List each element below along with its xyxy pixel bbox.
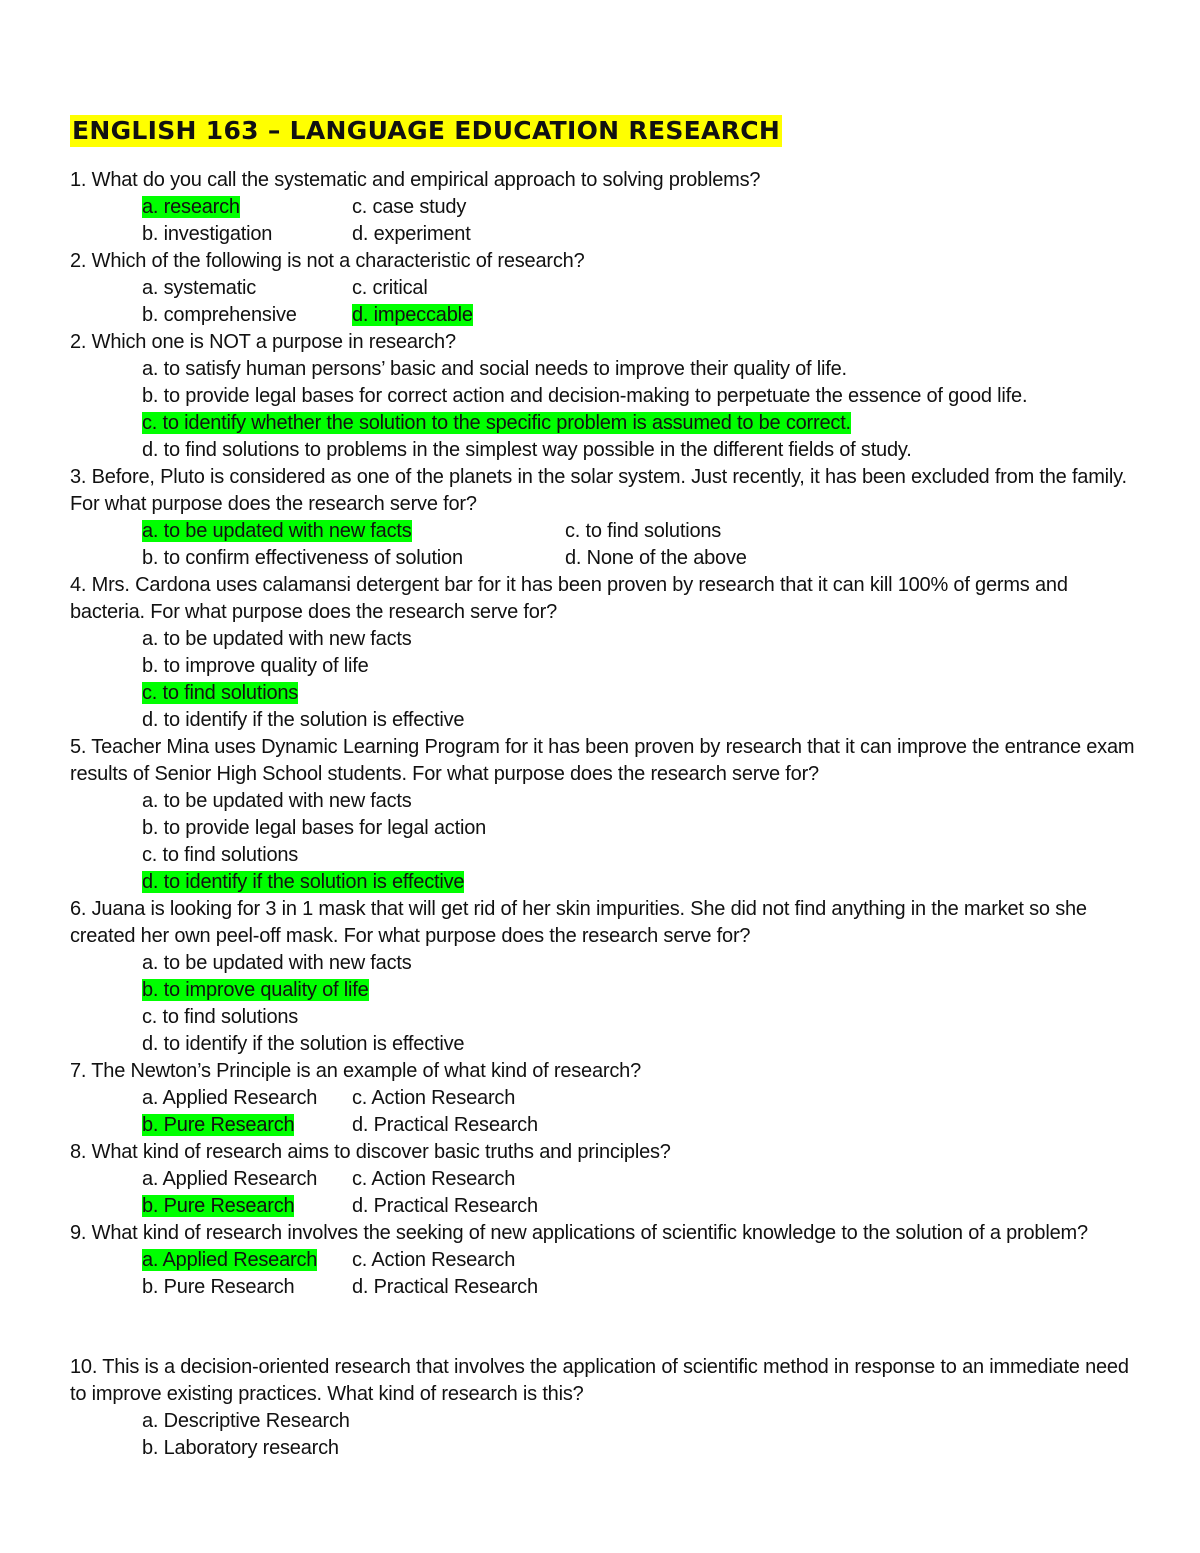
question-text <box>70 1355 1129 1380</box>
answer-option <box>142 789 412 814</box>
answer-option <box>142 654 369 679</box>
question-text <box>70 168 760 193</box>
answer-option <box>565 546 747 571</box>
answer-option <box>142 546 463 571</box>
answer-option <box>142 303 297 328</box>
answer-option <box>352 1275 538 1300</box>
answer-option <box>352 222 471 247</box>
line-text: d. None of the above <box>565 547 747 569</box>
line-text: a. Applied Research <box>142 1168 318 1190</box>
answer-option <box>142 276 256 301</box>
answer-option <box>352 1167 515 1192</box>
line-text: c. to find solutions <box>142 844 299 866</box>
answer-option <box>142 1167 317 1192</box>
line-text: c. to find solutions <box>142 1006 299 1028</box>
line-text: 1. What do you call the systematic and empirical approach to solving problems? <box>70 169 761 191</box>
line-text: d. to identify if the solution is effective <box>142 709 465 731</box>
answer-option <box>142 1409 350 1434</box>
question-text <box>70 465 1127 490</box>
question-text <box>70 924 750 949</box>
question-text <box>70 1221 1088 1246</box>
answer-option <box>352 1248 515 1273</box>
answer-option <box>142 1005 298 1030</box>
answer-option <box>142 1086 317 1111</box>
line-text: b. to provide legal bases for correct action and decision-making to perpetuate the essence of good life. <box>142 385 1028 407</box>
answer-option <box>142 438 912 463</box>
answer-option <box>142 1032 464 1057</box>
line-text: d. impeccable <box>352 304 473 326</box>
answer-option <box>142 1436 339 1461</box>
question-text <box>70 492 477 517</box>
line-text: bacteria. For what purpose does the research serve for? <box>70 601 558 623</box>
line-text: b. Laboratory research <box>142 1437 339 1459</box>
line-text: 10. This is a decision-oriented research that involves the application of scientific method in response to an immediate need <box>70 1356 1129 1378</box>
answer-option <box>352 1086 515 1111</box>
line-text: b. Pure Research <box>142 1195 295 1217</box>
line-text: to improve existing practices. What kind of research is this? <box>70 1383 584 1405</box>
answer-option-correct <box>142 1248 317 1273</box>
question-text <box>70 1059 641 1084</box>
line-text: a. to satisfy human persons’ basic and social needs to improve their quality of life. <box>142 358 847 380</box>
question-text <box>70 249 585 274</box>
question-text <box>70 600 557 625</box>
line-text: 5. Teacher Mina uses Dynamic Learning Program for it has been proven by research that it can improve the entrance exam <box>70 736 1135 758</box>
line-text: a. systematic <box>142 277 257 299</box>
line-text: b. comprehensive <box>142 304 297 326</box>
answer-option <box>352 195 466 220</box>
line-text: a. Applied Research <box>142 1087 318 1109</box>
answer-option <box>352 1113 538 1138</box>
line-text: c. to identify whether the solution to the specific problem is assumed to be correct. <box>142 412 851 434</box>
line-text: a. Applied Research <box>142 1249 318 1271</box>
question-text <box>70 573 1068 598</box>
line-text: 8. What kind of research aims to discover basic truths and principles? <box>70 1141 671 1163</box>
answer-option-correct <box>142 1194 294 1219</box>
line-text: c. to find solutions <box>565 520 722 542</box>
line-text: b. Pure Research <box>142 1114 295 1136</box>
line-text: d. to identify if the solution is effective <box>142 871 465 893</box>
line-text: 4. Mrs. Cardona uses calamansi detergent bar for it has been proven by research that it can kill 100% of germs and <box>70 574 1068 596</box>
line-text: b. investigation <box>142 223 273 245</box>
answer-option <box>352 1194 538 1219</box>
line-text: 3. Before, Pluto is considered as one of the planets in the solar system. Just recently, it has been excluded from the family. <box>70 466 1127 488</box>
answer-option <box>142 384 1027 409</box>
line-text: 2. Which one is NOT a purpose in research? <box>70 331 456 353</box>
line-text: c. Action Research <box>352 1168 516 1190</box>
answer-option <box>142 627 412 652</box>
line-text: a. to be updated with new facts <box>142 628 412 650</box>
line-text: a. research <box>142 196 240 218</box>
line-text: d. Practical Research <box>352 1114 538 1136</box>
line-text: d. Practical Research <box>352 1195 538 1217</box>
line-text: 2. Which of the following is not a characteristic of research? <box>70 250 585 272</box>
line-text: b. Pure Research <box>142 1276 295 1298</box>
line-text: b. to improve quality of life <box>142 655 369 677</box>
answer-option <box>142 816 486 841</box>
line-text: d. experiment <box>352 223 471 245</box>
line-text: 7. The Newton’s Principle is an example of what kind of research? <box>70 1060 642 1082</box>
question-text <box>70 762 819 787</box>
answer-option <box>142 357 847 382</box>
question-text <box>70 1382 584 1407</box>
line-text: d. to find solutions to problems in the simplest way possible in the different fields of study. <box>142 439 912 461</box>
line-text: a. to be updated with new facts <box>142 952 412 974</box>
answer-option-correct <box>142 1113 294 1138</box>
line-text: c. case study <box>352 196 467 218</box>
line-text: c. to find solutions <box>142 682 299 704</box>
answer-option <box>142 222 272 247</box>
answer-option-correct <box>352 303 473 328</box>
question-text <box>70 897 1087 922</box>
answer-option <box>142 708 464 733</box>
answer-option-correct <box>142 681 298 706</box>
line-text: b. to confirm effectiveness of solution <box>142 547 463 569</box>
line-text: c. Action Research <box>352 1249 516 1271</box>
answer-option-correct <box>142 870 464 895</box>
line-text: b. to improve quality of life <box>142 979 369 1001</box>
line-text: d. Practical Research <box>352 1276 538 1298</box>
line-text: a. to be updated with new facts <box>142 520 412 542</box>
question-text <box>70 1140 671 1165</box>
answer-option <box>142 951 412 976</box>
question-text <box>70 330 456 355</box>
line-text: 9. What kind of research involves the seeking of new applications of scientific knowledge to the solution of a problem? <box>70 1222 1088 1244</box>
answer-option-correct <box>142 519 412 544</box>
answer-option-correct <box>142 978 369 1003</box>
line-text: d. to identify if the solution is effective <box>142 1033 465 1055</box>
answer-option-correct <box>142 195 240 220</box>
line-text: created her own peel-off mask. For what purpose does the research serve for? <box>70 925 751 947</box>
line-text: b. to provide legal bases for legal action <box>142 817 487 839</box>
answer-option <box>142 1275 294 1300</box>
line-text: results of Senior High School students. For what purpose does the research serve for? <box>70 763 819 785</box>
line-text: 6. Juana is looking for 3 in 1 mask that will get rid of her skin impurities. She did not find anything in the market so she <box>70 898 1087 920</box>
question-text <box>70 735 1134 760</box>
line-text: For what purpose does the research serve for? <box>70 493 477 515</box>
answer-option <box>352 276 428 301</box>
answer-option <box>565 519 721 544</box>
line-text: c. Action Research <box>352 1087 516 1109</box>
line-text: a. to be updated with new facts <box>142 790 412 812</box>
document-title: ENGLISH 163 – LANGUAGE EDUCATION RESEARCH <box>72 116 781 145</box>
answer-option <box>142 843 298 868</box>
answer-option-correct <box>142 411 851 436</box>
line-text: c. critical <box>352 277 428 299</box>
line-text: a. Descriptive Research <box>142 1410 350 1432</box>
